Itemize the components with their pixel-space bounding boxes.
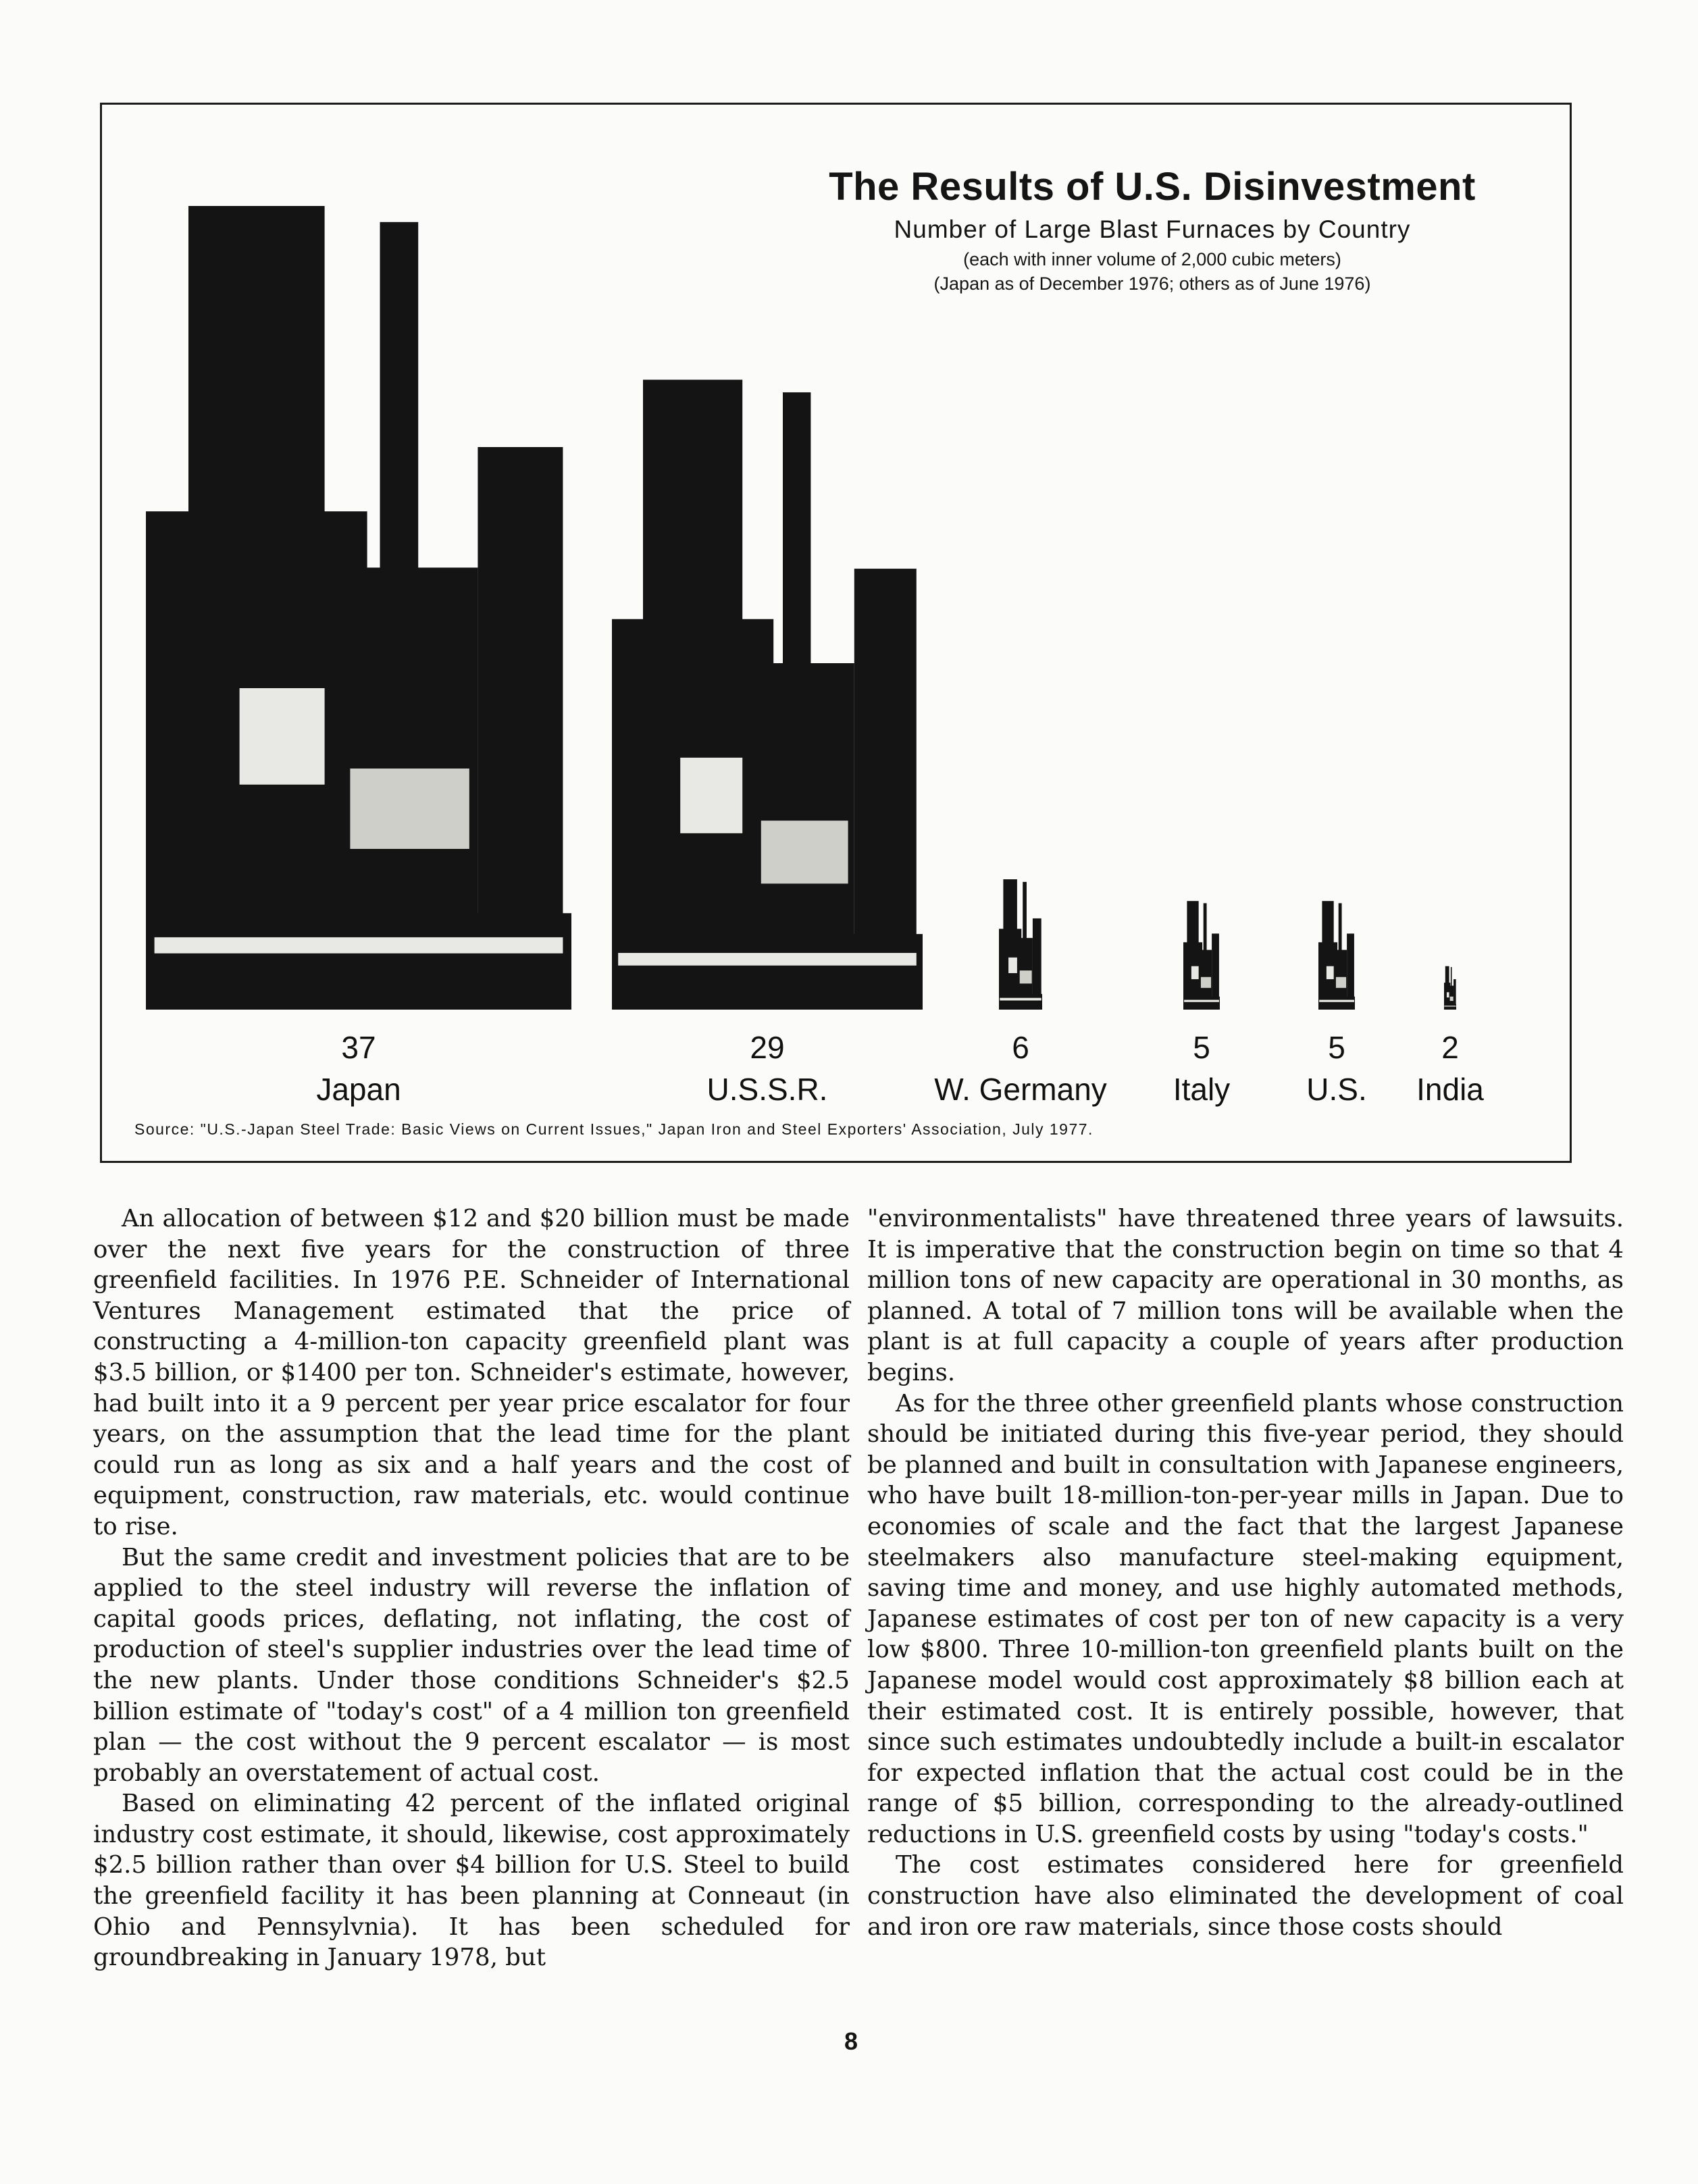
article-left-column (93, 1203, 850, 2000)
bar-u-s- (1318, 901, 1355, 1010)
value-label: 5 (1328, 1030, 1345, 1065)
bar-u-s-s-r- (612, 380, 923, 1010)
bar-india (1444, 966, 1456, 1010)
paragraph: The cost estimates considered here for greenfield construction have also eliminated the development of coal and iron ore raw materials, since those costs should (867, 1851, 1624, 1941)
value-label: 5 (1193, 1030, 1210, 1065)
bar-italy (1183, 901, 1220, 1010)
paragraph: An allocation of between $12 and $20 billion must be made over the next five years for the construction of three greenfield facilities. In 1976 P.E. Schneider of International Ventures Management estimated that the price of constructing a 4-million-ton capacity greenfield plant was $3.5 billion, or $1400 per ton. Schneider's estimate, however, had built into it a 9 percent per year price escalator for four years, on the assumption that the lead time for the plant could run as long as six and a half years and the cost of equipment, construction, raw materials, etc. would continue to rise. (93, 1205, 850, 1540)
category-label: Japan (316, 1072, 401, 1107)
paragraph: But the same credit and investment policies that are to be applied to the steel industry will reverse the inflation of capital goods prices, deflating, not inflating, the cost of production of steel's supplier industries over the lead time of the new plants. Under those conditions Schneider's $2.5 billion estimate of "today's cost" of a 4 million ton greenfield plan — the cost without the 9 percent escalator — is most probably an overstatement of actual cost. (93, 1543, 850, 1787)
category-label: Italy (1173, 1072, 1231, 1107)
chart-subtitle: Number of Large Blast Furnaces by Country (894, 215, 1411, 243)
paragraph: Based on eliminating 42 percent of the inflated original industry cost estimate, it should, likewise, cost approximately $2.5 billion rather than over $4 billion for U.S. Steel to build the greenfield facility it has been planning at Conneaut (in Ohio and Pennsylvnia). It has been scheduled for groundbreaking in January 1978, but (93, 1790, 850, 1972)
bar-w-germany (999, 879, 1042, 1010)
page-number: 8 (844, 2027, 858, 2055)
paragraph: "environmentalists" have threatened three years of lawsuits. It is imperative that the construction begin on time so that 4 million tons of new capacity are operational in 30 months, as planned. A total of 7 million tons will be available when the plant is at full capacity a couple of years after production begins. (867, 1205, 1624, 1386)
value-label: 29 (750, 1030, 785, 1065)
article-right-column (867, 1203, 1624, 2000)
category-label: U.S. (1306, 1072, 1367, 1107)
chart-note-dates: (Japan as of December 1976; others as of June 1976) (933, 274, 1371, 294)
value-label: 2 (1441, 1030, 1459, 1065)
chart-figure (100, 103, 1572, 1163)
value-label: 6 (1012, 1030, 1029, 1065)
value-label: 37 (341, 1030, 376, 1065)
category-label: India (1416, 1072, 1484, 1107)
bar-japan (146, 206, 571, 1010)
pictogram-bar-chart (102, 105, 1574, 1165)
category-label: W. Germany (934, 1072, 1107, 1107)
category-label: U.S.S.R. (706, 1072, 828, 1107)
chart-source: Source: "U.S.-Japan Steel Trade: Basic Views on Current Issues," Japan Iron and Steel Exporters' Association, July 1977. (134, 1120, 1094, 1138)
chart-note-volume: (each with inner volume of 2,000 cubic meters) (963, 249, 1341, 269)
chart-title: The Results of U.S. Disinvestment (829, 165, 1476, 209)
paragraph: As for the three other greenfield plants whose construction should be initiated during this five-year period, they should be planned and built in consultation with Japanese engineers, who have built 18-million-ton-per-year mills in Japan. Due to economies of scale and the fact that the largest Japanese steelmakers also manufacture steel-making equipment, saving time and money, and use highly automated methods, Japanese estimates of cost per ton of new capacity is a very low $800. Three 10-million-ton greenfield plants built on the Japanese model would cost approximately $8 billion each at their estimated cost. It is entirely possible, however, that since such estimates undoubtedly include a built-in escalator for expected inflation that the actual cost could be in the range of $5 billion, corresponding to the already-outlined reductions in U.S. greenfield costs by using "today's costs." (867, 1389, 1624, 1848)
